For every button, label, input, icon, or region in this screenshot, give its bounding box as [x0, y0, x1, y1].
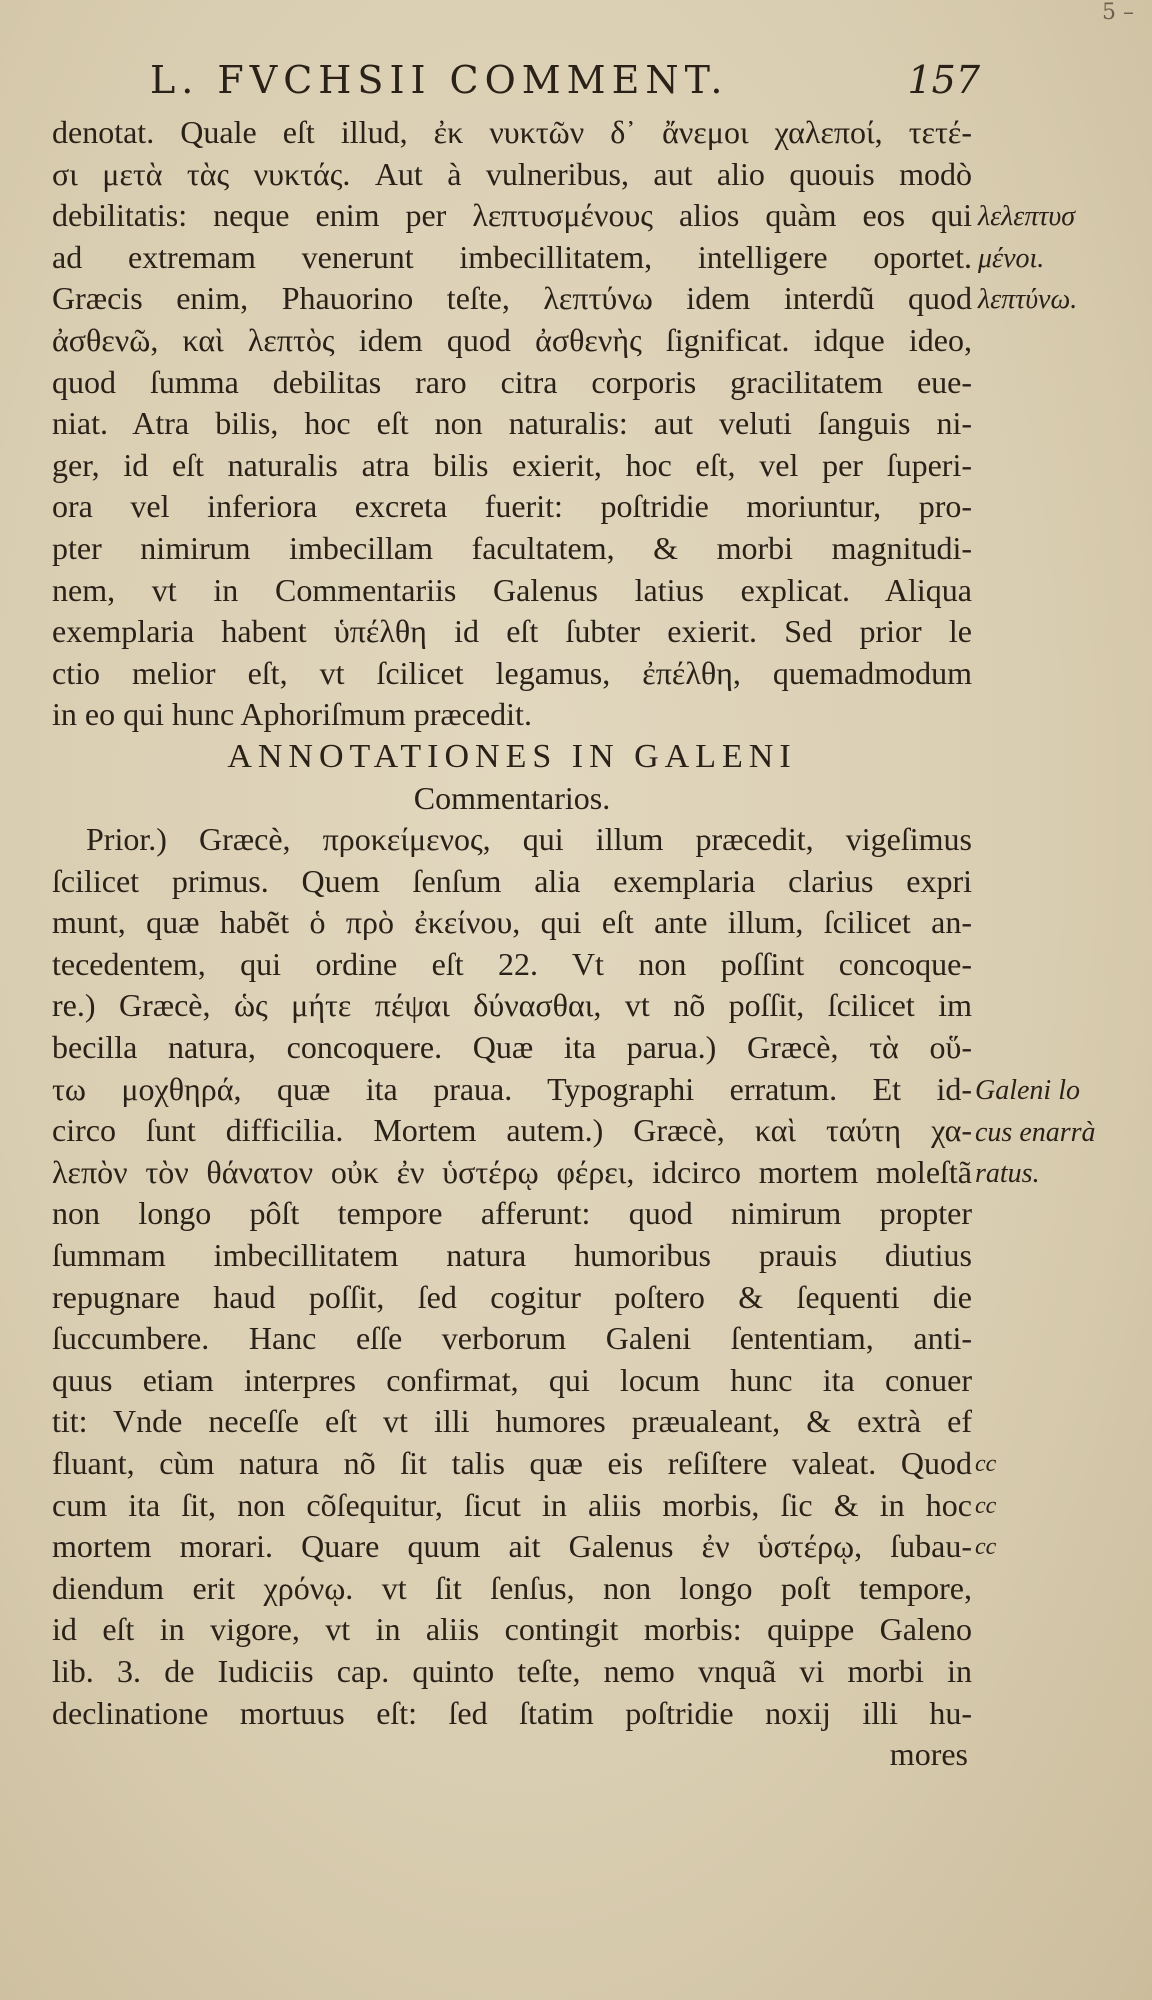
text-line: ora vel inferiora excreta fuerit: poſtridie moriuntur, pro-: [52, 488, 972, 525]
margin-note-line: ratus.: [975, 1158, 1040, 1190]
text-line: niat. Atra bilis, hoc eſt non naturalis: aut veluti ſanguis ni-: [52, 405, 972, 442]
text-line: ſummam imbecillitatem natura humoribus prauis diutius: [52, 1237, 972, 1274]
quotation-marks: [975, 1444, 996, 1569]
text-line: ad extremam venerunt imbecillitatem, intelligere oportet.: [52, 238, 972, 275]
margin-note-line: cus enarrà: [975, 1116, 1096, 1148]
text-line: pter nimirum imbecillam facultatem, & morbi magnitudi-: [52, 529, 972, 566]
text-line: τω μοχθηρά, quæ ita praua. Typographi erratum. Et id-: [52, 1070, 972, 1107]
margin-note-galeni-locus: [975, 1070, 1096, 1195]
text-line: ger, id eſt naturalis atra bilis exierit, hoc eſt, vel per ſuperi-: [52, 446, 972, 483]
text-line: ctio melior eſt, vt ſcilicet legamus, ἐπέλθη, quemadmodum: [52, 654, 972, 691]
margin-note-line: λελεπτυσ: [978, 201, 1076, 232]
section-heading: ANNOTATIONES IN GALENI: [227, 737, 797, 775]
text-line: debilitatis: neque enim per λεπτυσμένους alios quàm eos qui: [52, 197, 972, 234]
text-line: exemplaria habent ὑπέλθη id eſt ſubter exierit. Sed prior le: [52, 613, 972, 650]
section-subheading: Commentarios.: [413, 779, 611, 816]
margin-note-line: λεπτύνω.: [978, 284, 1078, 316]
text-line: mortem morari. Quare quum ait Galenus ἐν ὑστέρῳ, ſubau-: [52, 1528, 972, 1565]
text-line: cum ita ſit, non cõſequitur, ſicut in aliis morbis, ſic & in hoc: [52, 1486, 972, 1523]
text-line: Græcis enim, Phauorino teſte, λεπτύνω idem interdũ quod: [52, 280, 972, 317]
text-line: becilla natura, concoquere. Quæ ita parua.) Græcè, τὰ οὕ-: [52, 1029, 972, 1066]
page-number: 157: [907, 58, 980, 102]
text-line: nem, vt in Commentariis Galenus latius explicat. Aliqua: [52, 571, 972, 608]
text-line: quus etiam interpres confirmat, qui locum hunc ita conuer: [52, 1361, 972, 1398]
quote-mark: cc: [975, 1492, 997, 1519]
text-line: tecedentem, qui ordine eſt 22. Vt non poſſint concoque-: [52, 945, 972, 982]
text-line: circo ſunt difficilia. Mortem autem.) Græcè, καὶ ταύτη χα-: [52, 1112, 972, 1149]
text-line: ſcilicet primus. Quem ſenſum alia exemplaria clarius expri: [52, 862, 972, 899]
text-line: ſuccumbere. Hanc eſſe verborum Galeni ſententiam, anti-: [52, 1320, 972, 1357]
text-line: λεπὸν τὸν θάνατον οὐκ ἐν ὑστέρῳ φέρει, idcirco mortem moleſtã: [52, 1153, 972, 1190]
text-line: repugnare haud poſſit, ſed cogitur poſtero & ſequenti die: [52, 1278, 972, 1315]
running-head: [150, 58, 980, 108]
text-line: id eſt in vigore, vt in aliis contingit morbis: quippe Galeno: [52, 1611, 972, 1648]
body-text: [52, 112, 972, 1776]
text-line: fluant, cùm natura nõ ſit talis quæ eis reſiſtere valeat. Quod: [52, 1445, 972, 1481]
catchword: mores: [889, 1736, 968, 1773]
text-line: tit: Vnde neceſſe eſt vt illi humores præualeant, & extrà ef: [52, 1403, 972, 1440]
text-line: diendum erit χρόνῳ. vt ſit ſenſus, non longo poſt tempore,: [52, 1569, 972, 1606]
text-line: lib. 3. de Iudiciis cap. quinto teſte, nemo vnquã vi morbi in: [52, 1652, 972, 1689]
quote-mark: cc: [975, 1534, 997, 1561]
margin-note-line: Galeni lo: [975, 1075, 1080, 1106]
text-line: non longo pôſt tempore afferunt: quod nimirum propter: [52, 1195, 972, 1232]
text-line: re.) Græcè, ὡς μήτε πέψαι δύνασθαι, vt nõ poſſit, ſcilicet im: [52, 987, 972, 1024]
margin-note-line: μένοι.: [978, 242, 1045, 274]
text-line: denotat. Quale eſt illud, ἐκ νυκτῶν δ᾽ ἄνεμοι χαλεποί, τετέ-: [52, 114, 972, 150]
text-line: declinatione mortuus eſt: ſed ſtatim poſtridie noxij illi hu-: [52, 1694, 972, 1731]
running-head-title: L. FVCHSII COMMENT.: [150, 58, 729, 102]
quote-mark: cc: [975, 1451, 997, 1477]
corner-mark: 5 –: [1102, 0, 1134, 25]
text-line: σι μετὰ τὰς νυκτάς. Aut à vulneribus, aut alio quouis modò: [52, 155, 972, 192]
text-line: Prior.) Græcè, προκείμενος, qui illum præcedit, vigeſimus: [86, 821, 972, 858]
text-line: ἀσθενῶ, καὶ λεπτὸς idem quod ἀσθενὴς ſignificat. idque ideo,: [52, 321, 972, 358]
margin-note-greek: [978, 196, 1077, 321]
text-line: munt, quæ habẽt ὁ πρὸ ἐκείνου, qui eſt ante illum, ſcilicet an-: [52, 904, 972, 941]
text-line: quod ſumma debilitas raro citra corporis gracilitatem eue-: [52, 363, 972, 400]
text-line: in eo qui hunc Aphoriſmum præcedit.: [52, 696, 532, 733]
